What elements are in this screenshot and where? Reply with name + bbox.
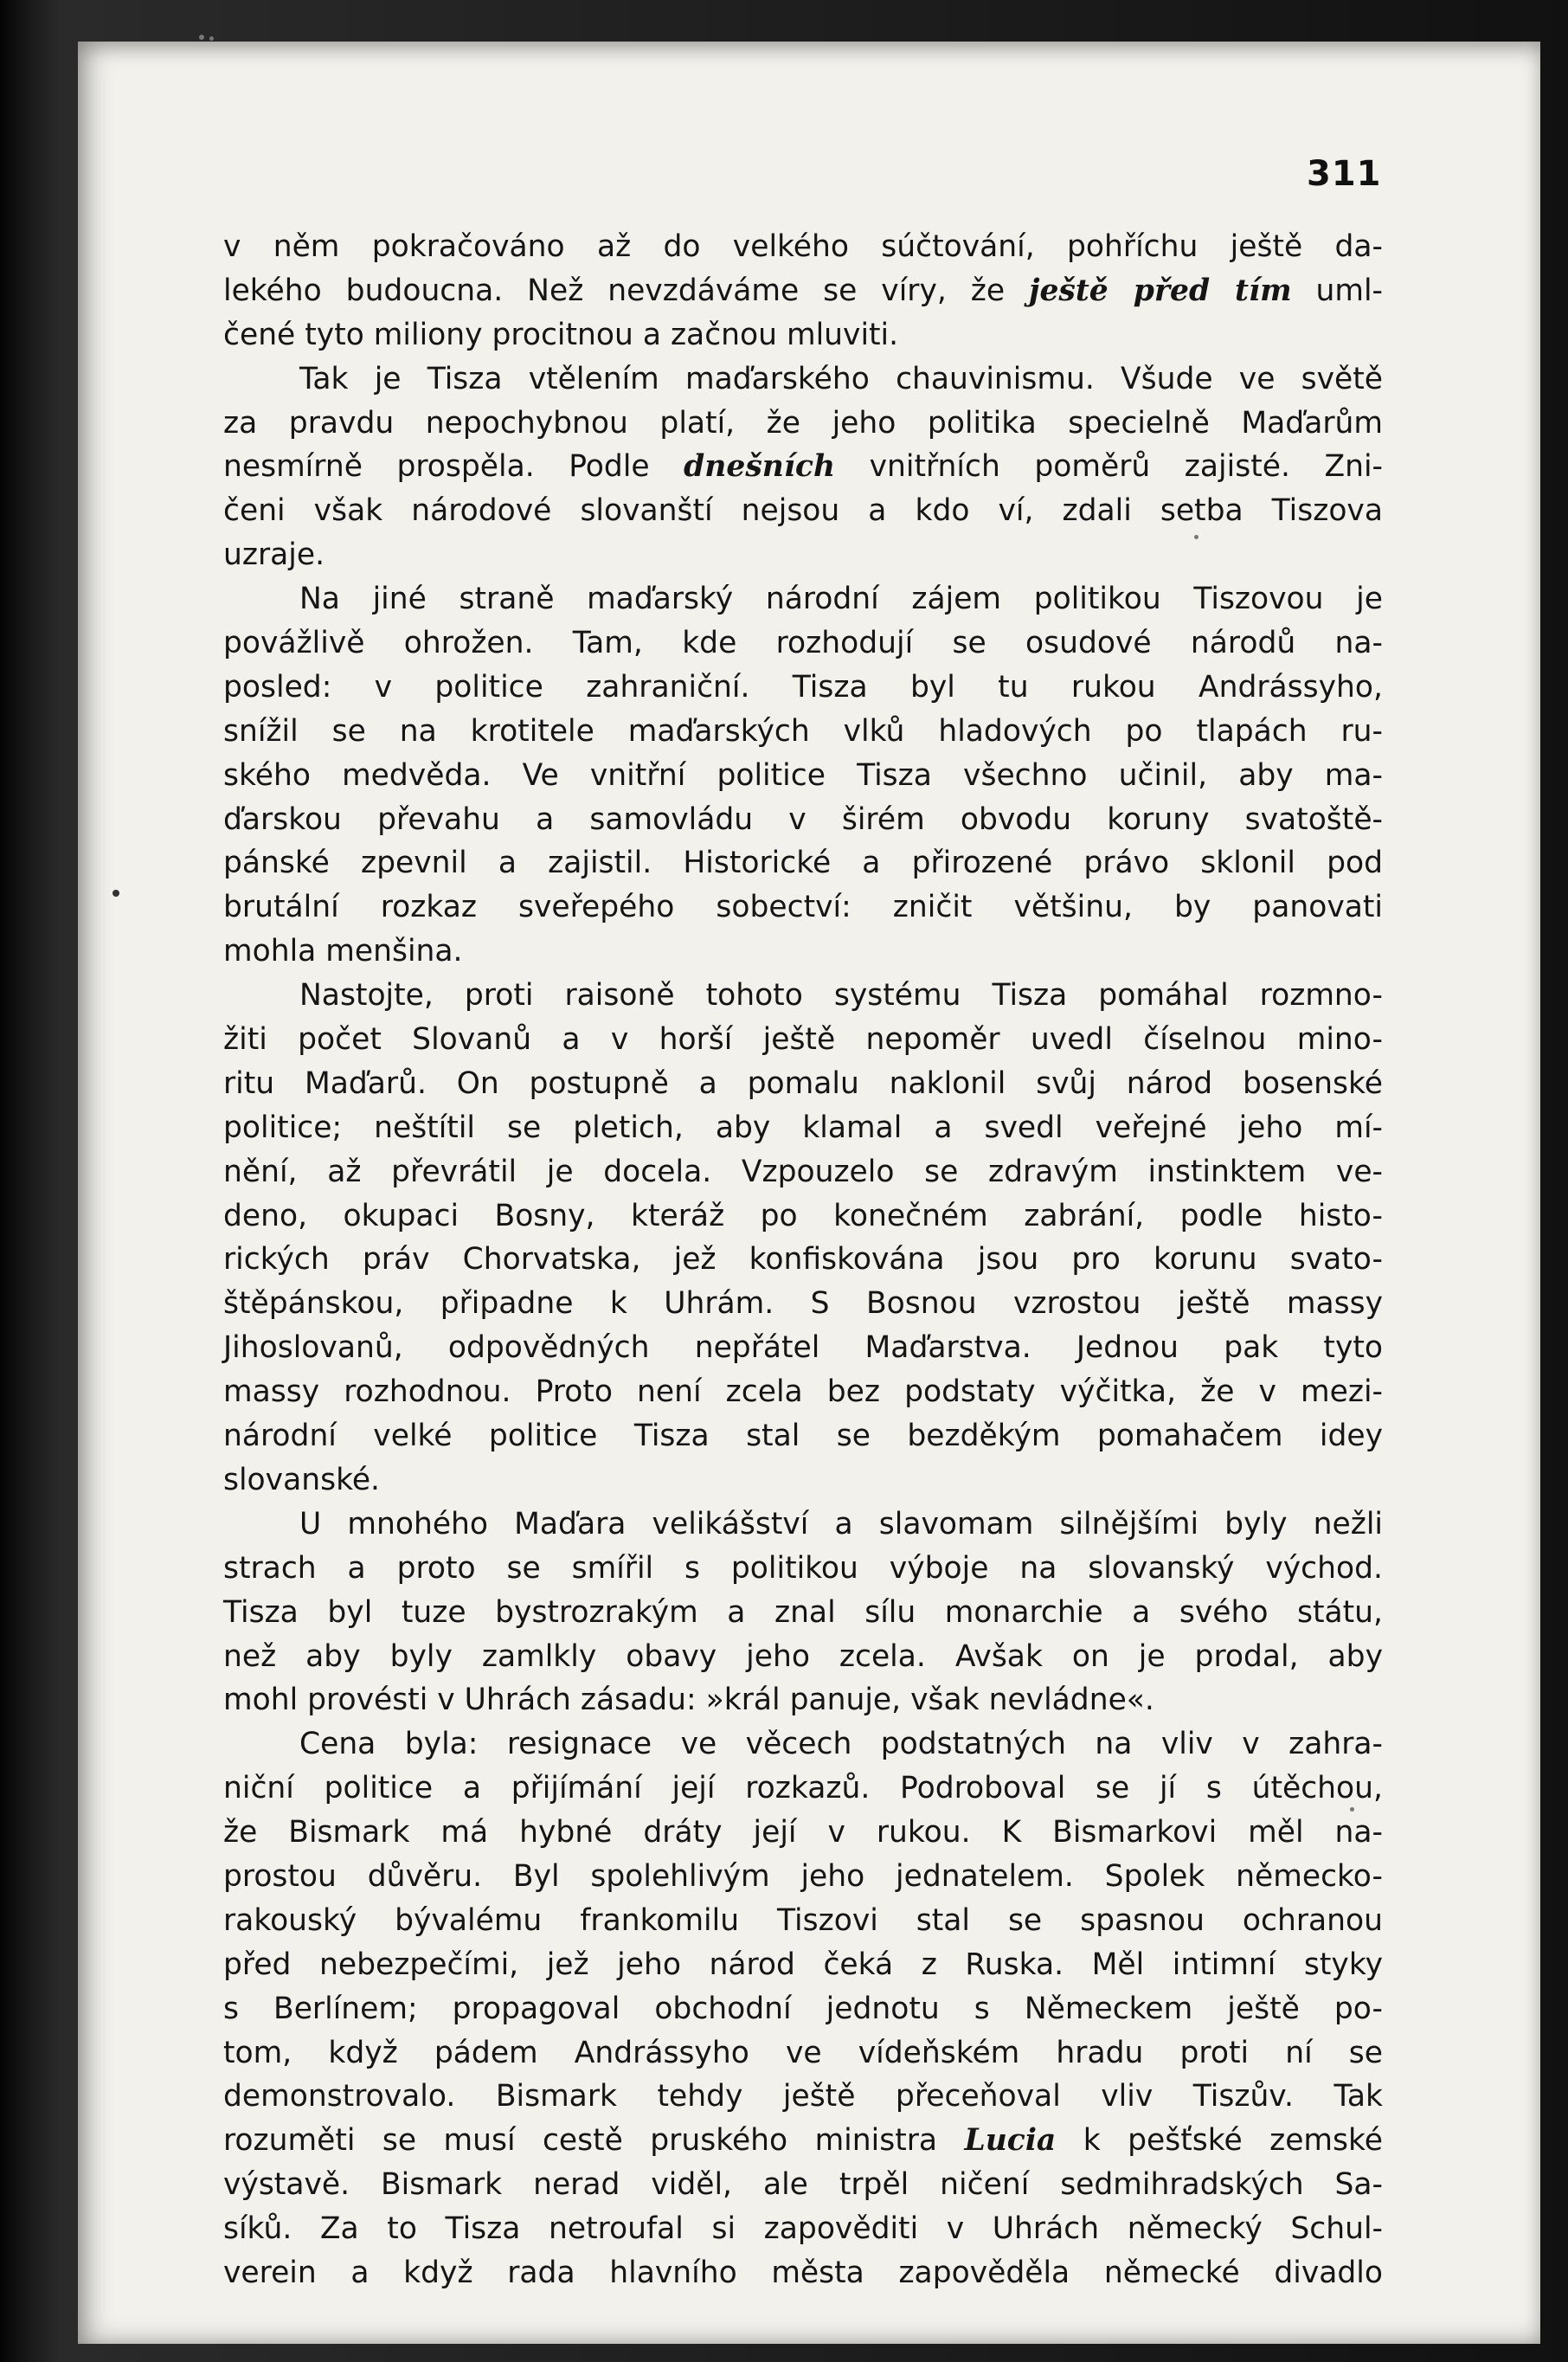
text-line: Tisza byl tuze bystrozrakým a znal sílu monarchie a svého státu, [223, 1594, 1383, 1630]
text-line: síků. Za to Tisza netroufal si zapověditi v Uhrách německý Schul- [223, 2211, 1383, 2247]
italic-text: dnešních [684, 449, 836, 485]
text-line: lekého budoucna. Než nevzdáváme se víry, že ještě před tím uml- [223, 273, 1383, 308]
text-line: U mnohého Maďara velikášství a slavomam silnějšími byly nežli [299, 1506, 1383, 1541]
text-line: slovanské. [223, 1462, 381, 1497]
text-line: čeni však národové slovanští nejsou a kdo ví, zdali setba Tiszova [223, 493, 1383, 529]
book-page [78, 42, 1540, 2344]
text-line: strach a proto se smířil s politikou výboje na slovanský východ. [223, 1550, 1383, 1586]
text-line: Na jiné straně maďarský národní zájem politikou Tiszovou je [299, 582, 1383, 617]
body-text [223, 225, 1383, 2295]
text-line: štěpánskou, připadne k Uhrám. S Bosnou vzrostou ještě massy [223, 1286, 1383, 1322]
scan-speck [112, 890, 119, 897]
text-line: ského medvěda. Ve vnitřní politice Tisza všechno učinil, aby ma- [223, 757, 1383, 793]
text-line: politice; neštítil se pletich, aby klamal a svedl veřejné jeho mí- [223, 1110, 1383, 1145]
text-line: s Berlínem; propagoval obchodní jednotu s Německem ještě po- [223, 1991, 1383, 2026]
text-line: rakouský bývalému frankomilu Tiszovi stal se spasnou ochranou [223, 1902, 1383, 1938]
scan-speck [1194, 535, 1198, 539]
text-line: v něm pokračováno až do velkého súčtování, pohříchu ještě da- [223, 229, 1383, 264]
text-line: tom, když pádem Andrássyho ve vídeňském hradu proti ní se [223, 2035, 1383, 2070]
italic-text: Lucia [964, 2123, 1057, 2159]
text-line: brutální rozkaz sveřepého sobectví: zničit většinu, by panovati [223, 890, 1383, 925]
text-line: Jihoslovanů, odpovědných nepřátel Maďarstva. Jednou pak tyto [223, 1330, 1383, 1366]
text-line: massy rozhodnou. Proto není zcela bez podstaty výčitka, že v mezi- [223, 1374, 1383, 1410]
text-line: národní velké politice Tisza stal se bezděkým pomahačem idey [223, 1419, 1383, 1454]
text-line: nění, až převrátil je docela. Vzpouzelo se zdravým instinktem ve- [223, 1154, 1383, 1189]
text-line: žiti počet Slovanů a v horší ještě nepoměr uvedl číselnou mino- [223, 1022, 1383, 1058]
text-line: povážlivě ohrožen. Tam, kde rozhodují se osudové národů na- [223, 626, 1383, 661]
text-line: před nebezpečími, jež jeho národ čeká z Ruska. Měl intimní styky [223, 1947, 1383, 1982]
page-number: 311 [1307, 154, 1382, 194]
italic-text: ještě před tím [1029, 273, 1292, 308]
text-line: že Bismark má hybné dráty její v rukou. K Bismarkovi měl na- [223, 1815, 1383, 1850]
text-line: mohl provésti v Uhrách zásadu: »král panuje, však nevládne«. [223, 1683, 1154, 1718]
text-line: rických práv Chorvatska, jež konfiskována jsou pro korunu svato- [223, 1242, 1383, 1278]
text-line: mohla menšina. [223, 934, 463, 969]
text-line: za pravdu nepochybnou platí, že jeho politika specielně Maďarům [223, 405, 1383, 441]
text-line: posled: v politice zahraniční. Tisza byl tu rukou Andrássyho, [223, 669, 1383, 705]
text-line: Cena byla: resignace ve věcech podstatných na vliv v zahra- [299, 1727, 1383, 1762]
text-line: ďarskou převahu a samovládu v širém obvodu koruny svatoště- [223, 801, 1383, 837]
text-line: pánské zpevnil a zajistil. Historické a přirozené právo sklonil pod [223, 846, 1383, 881]
text-line: verein a když rada hlavního města zapověděla německé divadlo [223, 2255, 1383, 2290]
text-line: demonstrovalo. Bismark tehdy ještě přeceňoval vliv Tiszův. Tak [223, 2079, 1383, 2114]
text-line: než aby byly zamlkly obavy jeho zcela. Avšak on je prodal, aby [223, 1638, 1383, 1674]
text-line: Nastojte, proti raisoně tohoto systému Tisza pomáhal rozmno- [299, 978, 1383, 1014]
text-line: prostou důvěru. Byl spolehlivým jeho jednatelem. Spolek německo- [223, 1858, 1383, 1894]
scan-speck [209, 36, 214, 41]
text-line: nesmírně prospěla. Podle dnešních vnitřních poměrů zajisté. Zni- [223, 449, 1383, 485]
scan-speck [1350, 1807, 1354, 1812]
scan-speck [199, 35, 204, 40]
text-line: uzraje. [223, 537, 325, 573]
text-line: Tak je Tisza vtělením maďarského chauvinismu. Všude ve světě [299, 361, 1383, 396]
text-line: deno, okupaci Bosny, kteráž po konečném zabrání, podle histo- [223, 1198, 1383, 1233]
text-line: ritu Maďarů. On postupně a pomalu naklonil svůj národ bosenské [223, 1065, 1383, 1101]
text-line: niční politice a přijímání její rozkazů. Podroboval se jí s útěchou, [223, 1771, 1383, 1806]
text-line: výstavě. Bismark nerad viděl, ale trpěl ničení sedmihradských Sa- [223, 2167, 1383, 2203]
text-line: rozuměti se musí cestě pruského ministra Lucia k pešťské zemské [223, 2123, 1383, 2159]
text-line: snížil se na krotitele maďarských vlků hladových po tlapách ru- [223, 713, 1383, 749]
text-line: čené tyto miliony procitnou a začnou mluviti. [223, 317, 899, 352]
